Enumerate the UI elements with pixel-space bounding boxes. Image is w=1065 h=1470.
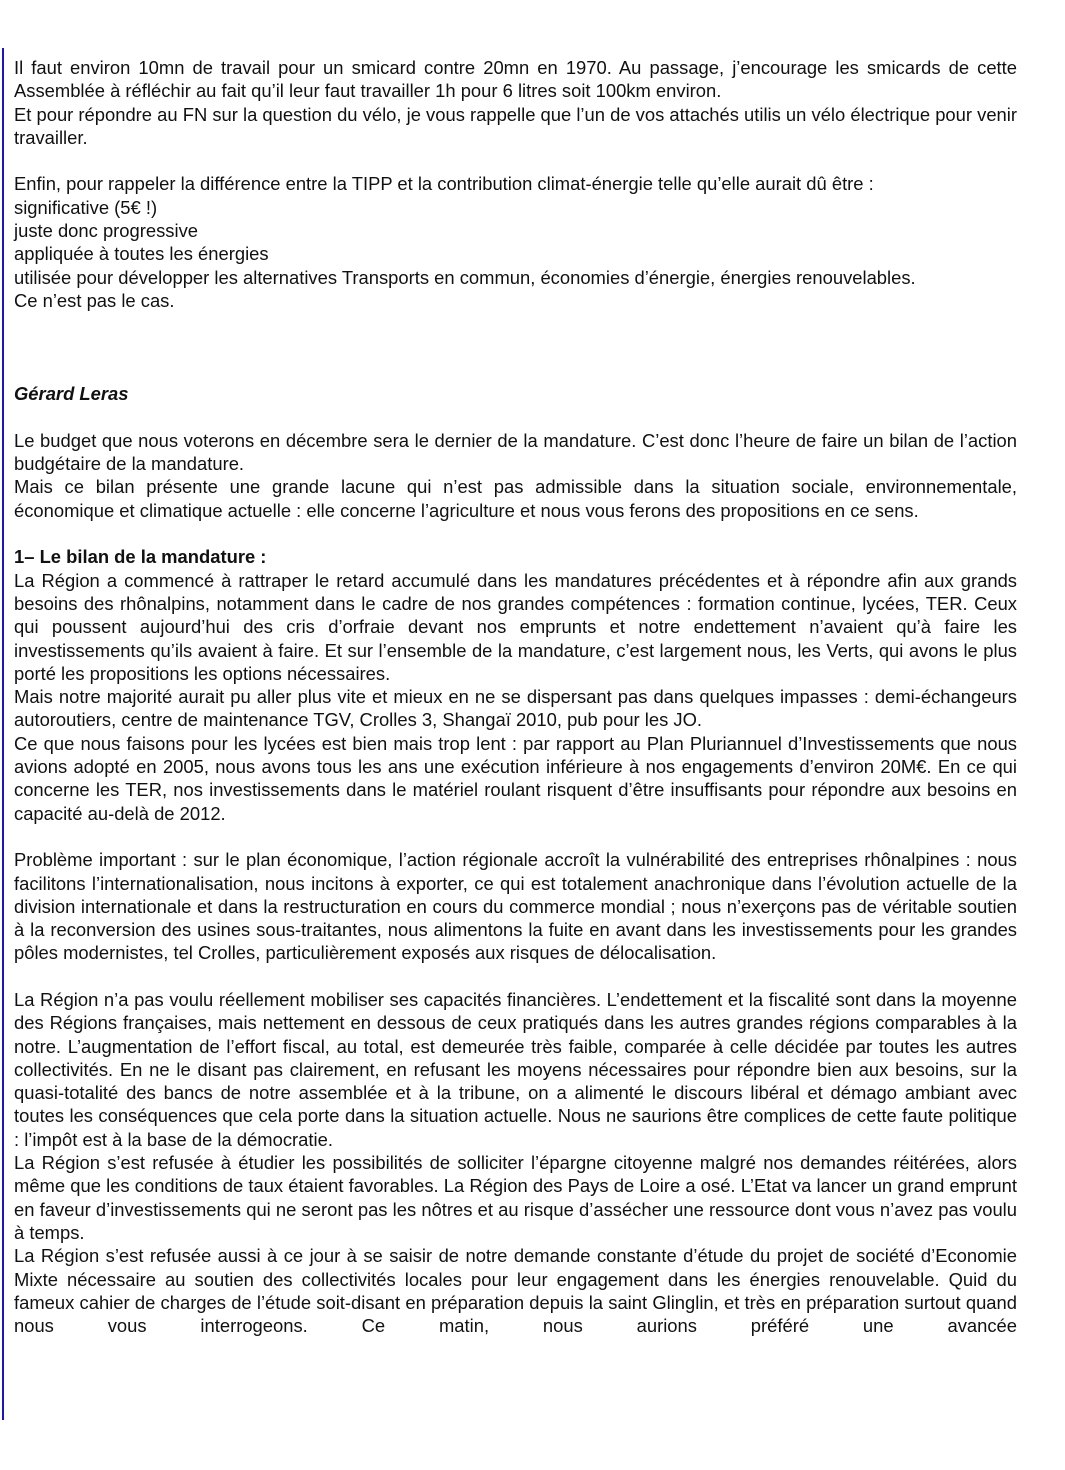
spacer <box>14 965 1017 988</box>
document-body <box>14 56 1017 1337</box>
list-item: significative (5€ !) <box>14 196 158 218</box>
speech-paragraph-8: La Région s’est refusée à étudier les possibilités de solliciter l’épargne citoyenne malgré nos demandes réitérées, alors même que les conditions de taux étaient favorables. La Région des Pays de Loire a osé. L’Etat va lancer un grand emprunt en faveur d’investissements qui ne seront pas les nôtres et au risque d’assécher une ressource dont vous n’avez pas voulu à temps. <box>14 1152 1017 1243</box>
list-item: juste donc progressive <box>14 220 199 242</box>
intro-paragraph-2: Et pour répondre au FN sur la question du vélo, je vous rappelle que l’un de vos attachés utilis un vélo électrique pour venir travailler. <box>14 103 1017 148</box>
list-item: appliquée à toutes les énergies <box>14 243 269 265</box>
speech-paragraph-9: La Région s’est refusée aussi à ce jour à se saisir de notre demande constante d’étude du projet de société d’Economie Mixte nécessaire au soutien des collectivités locales pour leur engagement dans les énergies renouvelable. Quid du fameux cahier de charges de l’étude soit-disant en préparation depuis la saint Glinglin, et très en préparation surtout quand nous vous interrogeons. Ce matin, nous aurions préféré une avancée <box>14 1245 1017 1337</box>
speech-paragraph-3: La Région a commencé à rattraper le retard accumulé dans les mandatures précédentes et à répondre afin aux grands besoins des rhônalpins, notamment dans le cadre de nos grandes compétences : formation continue, lycées, TER. Ceux qui poussent aujourd’hui des cris d’orfraie devant nos emprunts et notre endettement n’avaient qu’à faire les investissements qu’ils avaient à faire. Et sur l’ensemble de la mandature, c’est largement nous, les Verts, qui avons le plus porté les propositions les options nécessaires. <box>14 569 1017 684</box>
intro-paragraph-4: Ce n’est pas le cas. <box>14 289 175 311</box>
speech-paragraph-2: Mais ce bilan présente une grande lacune qui n’est pas admissible dans la situation sociale, environnementale, économique et climatique actuelle : elle concerne l’agriculture et nous vous ferons des propositions en ce sens. <box>14 476 1017 521</box>
intro-paragraph-1: Il faut environ 10mn de travail pour un smicard contre 20mn en 1970. Au passage, j’encourage les smicards de cette Assemblée à réfléchir au fait qu’il leur faut travailler 1h pour 6 litres soit 100km environ. <box>14 57 1017 102</box>
speech-paragraph-7: La Région n’a pas voulu réellement mobiliser ses capacités financières. L’endettement et la fiscalité sont dans la moyenne des Régions françaises, mais nettement en dessous de ceux pratiqués dans les autres grandes régions comparables à la notre. L’augmentation de l’effort fiscal, au total, est demeurée très faible, comparée à celle décidée par toutes les autres collectivités. En ne le disant pas clairement, en refusant les moyens nécessaires pour répondre bien aux besoins, sur la quasi-totalité des bancs de notre assemblée et à la tribune, on a alimenté le discours libéral et démago ambiant avec toutes les conséquences que cela porte dans la situation actuelle. Nous ne saurions être complices de cette faute politique : l’impôt est à la base de la démocratie. <box>14 988 1017 1150</box>
speech-paragraph-4: Mais notre majorité aurait pu aller plus vite et mieux en ne se dispersant pas dans quelques impasses : demi-échangeurs autoroutiers, centre de maintenance TGV, Crolles 3, Shangaï 2010, pub pour les JO. <box>14 686 1017 731</box>
margin-rule <box>2 48 4 1420</box>
list-item: utilisée pour développer les alternatives Transports en commun, économies d’énergie, énergies renouvelables. <box>14 266 916 288</box>
spacer <box>14 312 1017 382</box>
section-title: 1– Le bilan de la mandature : <box>14 546 267 568</box>
speech-paragraph-5: Ce que nous faisons pour les lycées est bien mais trop lent : par rapport au Plan Pluriannuel d’Investissements que nous avions adopté en 2005, nous avons tous les ans une exécution inférieure à nos engagements d’environ 20M€. En ce qui concerne les TER, nos investissements dans le matériel roulant risquent d’être insuffisants pour répondre aux besoins en capacité au-delà de 2012. <box>14 732 1017 824</box>
speech-paragraph-6: Problème important : sur le plan économique, l’action régionale accroît la vulnérabilité des entreprises rhônalpines : nous facilitons l’internationalisation, nous incitons à exporter, ce qui est totalement anachronique dans l’évolution actuelle de la division internationale et dans la restructuration en cours du commerce mondial ; nous n’exerçons pas de véritable soutien à la reconversion des usines sous-traitantes, nous alimentons la fuite en avant dans les investissements pour les grandes pôles modernistes, tel Crolles, particulièrement exposés aux risques de délocalisation. <box>14 849 1017 964</box>
speaker-name: Gérard Leras <box>14 383 129 405</box>
intro-paragraph-3: Enfin, pour rappeler la différence entre la TIPP et la contribution climat-énergie telle qu’elle aurait dû être : <box>14 173 874 195</box>
spacer <box>14 149 1017 172</box>
speech-paragraph-1: Le budget que nous voterons en décembre sera le dernier de la mandature. C’est donc l’heure de faire un bilan de l’action budgétaire de la mandature. <box>14 429 1017 475</box>
spacer <box>14 406 1017 429</box>
spacer <box>14 825 1017 848</box>
spacer <box>14 522 1017 545</box>
